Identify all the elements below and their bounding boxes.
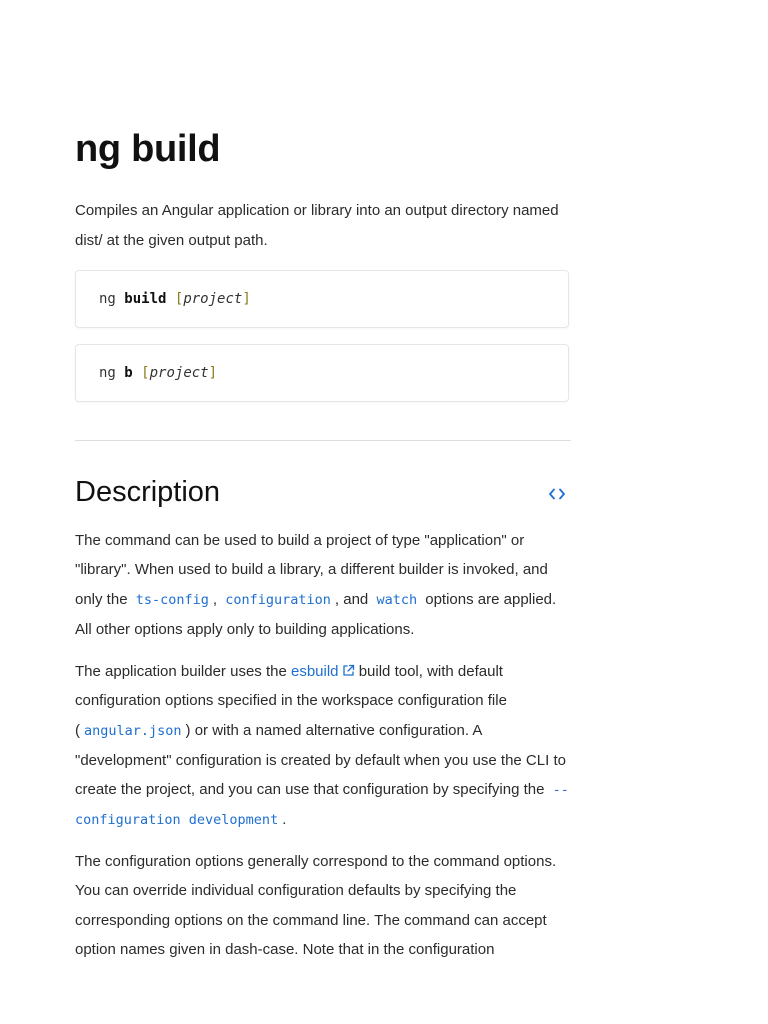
inline-code-angular-json: angular.json xyxy=(84,722,182,739)
inline-code-ts-config: ts-config xyxy=(135,591,209,608)
section-divider xyxy=(75,440,571,441)
esbuild-link-label: esbuild xyxy=(290,663,339,680)
code-brackets-icon[interactable] xyxy=(548,486,566,502)
alias-prefix: ng xyxy=(99,365,116,381)
cmd-name: build xyxy=(124,291,167,307)
p2-text-4: . xyxy=(282,811,287,829)
p1-text-2: , xyxy=(212,590,218,608)
cmd-bracket-open: [ xyxy=(174,291,184,307)
cmd-bracket-close: ] xyxy=(242,291,251,307)
esbuild-link[interactable] xyxy=(291,663,355,680)
cmd-prefix: ng xyxy=(99,291,116,307)
p2-text-2: build tool, with default configuration options specified in the workspace configuration file ( xyxy=(75,663,507,739)
inline-code-watch: watch xyxy=(376,591,418,608)
external-link-icon xyxy=(342,664,355,677)
p2-text-1: The application builder uses the xyxy=(75,663,287,680)
command-alias-block[interactable] xyxy=(75,344,569,402)
inline-code-configuration: configuration xyxy=(225,591,331,608)
p1-text-4: options are applied. All other options apply only to building applications. xyxy=(75,590,557,638)
description-paragraph-1 xyxy=(75,526,575,644)
alias-name: b xyxy=(124,365,133,381)
description-paragraph-2 xyxy=(75,657,575,836)
p1-text-1: The command can be used to build a project of type "application" or "library". When used to build a library, a different builder is invoked, and only the xyxy=(75,532,548,608)
inline-code-configuration-development: --configuration development xyxy=(75,782,569,829)
page-intro: Compiles an Angular application or library into an output directory named dist/ at the given output path. xyxy=(75,202,559,249)
description-paragraph-3: The configuration options generally correspond to the command options. You can override individual configuration defaults by specifying the corresponding options on the command line. The command can accept option names given in dash-case. Note that in the configuration xyxy=(75,853,557,958)
description-heading: Description xyxy=(75,476,221,508)
p1-text-3: , and xyxy=(334,590,369,608)
p2-text-3: ) or with a named alternative configuration. A "development" configuration is created by default when you use the CLI to create the project, and you can use that configuration by specifying the xyxy=(75,721,566,799)
alias-bracket-close: ] xyxy=(208,365,218,381)
command-syntax-block[interactable] xyxy=(75,270,569,328)
page-title: ng build xyxy=(75,128,221,170)
alias-bracket-open: [ xyxy=(141,365,150,381)
cmd-arg: project xyxy=(183,291,243,307)
alias-arg: project xyxy=(149,365,209,381)
